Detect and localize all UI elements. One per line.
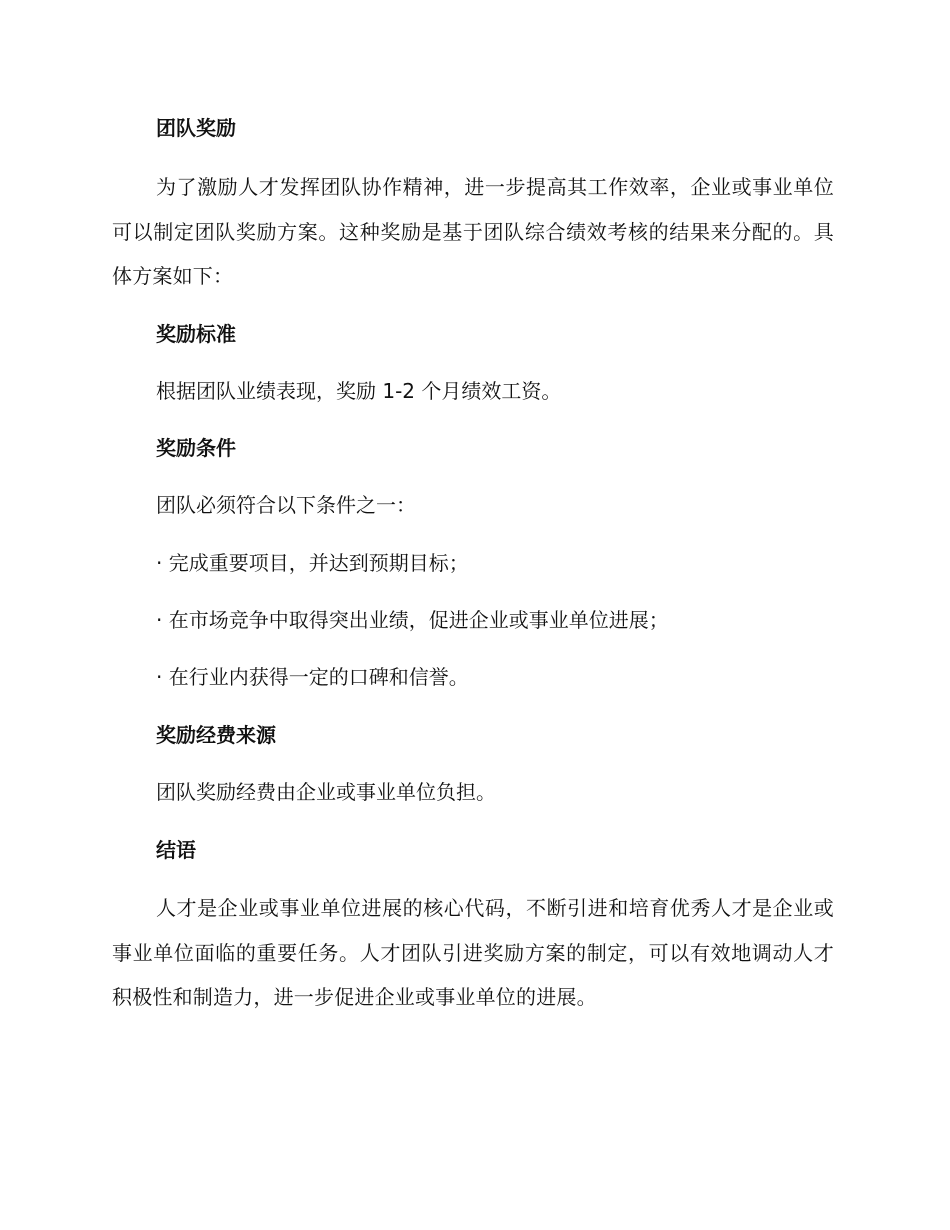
list-item-condition-1: · 完成重要项目，并达到预期目标； — [156, 551, 469, 575]
heading-reward-standard: 奖励标准 — [156, 322, 236, 346]
heading-reward-conditions: 奖励条件 — [156, 436, 236, 460]
heading-conclusion: 结语 — [156, 838, 196, 862]
text-funding-source: 团队奖励经费由企业或事业单位负担。 — [156, 780, 496, 804]
heading-team-reward: 团队奖励 — [156, 116, 236, 140]
text-conditions-intro: 团队必须符合以下条件之一： — [156, 493, 416, 517]
paragraph-team-reward: 为了激励人才发挥团队协作精神，进一步提高其工作效率，企业或事业单位可以制定团队奖励方案。这种奖励是基于团队综合绩效考核的结果来分配的。具体方案如下： — [112, 175, 834, 288]
paragraph-conclusion: 人才是企业或事业单位进展的核心代码，不断引进和培育优秀人才是企业或事业单位面临的重要任务。人才团队引进奖励方案的制定，可以有效地调动人才积极性和制造力，进一步促进企业或事业单位的进展。 — [112, 896, 834, 1009]
list-item-condition-2: · 在市场竞争中取得突出业绩，促进企业或事业单位进展； — [156, 608, 669, 632]
list-item-condition-3: · 在行业内获得一定的口碑和信誉。 — [156, 665, 469, 689]
heading-funding-source: 奖励经费来源 — [156, 723, 276, 747]
text-reward-standard: 根据团队业绩表现，奖励 1-2 个月绩效工资。 — [156, 379, 562, 403]
